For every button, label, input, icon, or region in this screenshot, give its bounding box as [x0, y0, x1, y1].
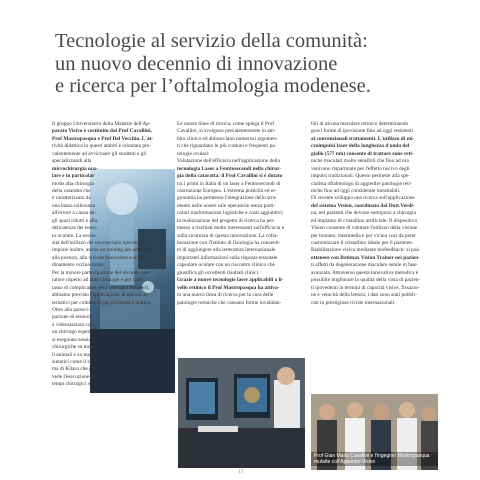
- article-title: [55, 30, 465, 98]
- body-text-line: tasso di complicanze per i chirurghi inesperti,: [52, 284, 150, 291]
- body-text-line: vede l'esecuzione di: [52, 373, 95, 380]
- body-text-line: ai convenzionali trattamenti. L'utilizzo di mi-: [311, 135, 415, 142]
- body-text-line: na, nei pazienti che devono sottoporsi a chirurgia: [311, 210, 416, 217]
- article-title-line: Tecnologie al servizio della comunità:: [55, 30, 368, 52]
- article-column-2: [177, 121, 302, 307]
- body-text-line: tempi chirurgici reali.: [52, 381, 99, 388]
- body-text-line: ti ipovedenti in termini di capacità visive, fissazio-: [311, 284, 420, 291]
- body-text-line: to oculare. La neces-: [52, 232, 97, 239]
- body-text-line: gonomia ha permesso l'integrazione dello stru-: [177, 195, 277, 202]
- body-text-line: tra i primi in Italia di un laser a Femtosecondi di: [177, 180, 281, 187]
- body-text-line: borazione con l'Istituto di fisiologia ha consenti-: [177, 240, 281, 246]
- body-text-line: sità dell'utilizzo del microscopio operatorio,: [52, 240, 147, 246]
- body-text-line: dinamento occhio-mano.: [52, 262, 106, 269]
- body-text-line: ma di Kitaro che pre-: [52, 366, 98, 373]
- body-text-line: abbiamo previsto l'applicazione di metodi al-: [52, 292, 149, 299]
- body-text-line: Prof Mastropasqua e Prof Del Vecchio. L'at-: [52, 135, 154, 142]
- body-text-line: pazione di sessioni: [52, 314, 93, 321]
- body-text-line: modo alla chirurgia: [52, 180, 94, 187]
- body-text-line: ternativi per colmare il gap tra teoria e pratica.: [52, 299, 152, 306]
- body-text-line: ottenere con Retimax Vision Trainer nei pazien-: [311, 254, 420, 261]
- body-text-line: all'errore a causa de-: [52, 210, 97, 217]
- photo-caption-line: mulatte coll'Apparato Visivo: [314, 459, 376, 465]
- body-text-line: Oltre alla parteci-: [52, 306, 90, 313]
- body-text-line: importanti informazioni sulla risposta tessutale: [177, 254, 278, 261]
- body-text-line: Le nostre linee di ricerca, come spiega il Prof: [177, 121, 275, 127]
- body-text-line: giustifica gli eccellenti risultati clinici.: [177, 269, 260, 276]
- body-text-line: Di recente sviluppo una ricerca sull'applicazione: [311, 195, 415, 202]
- body-text-line: specializzandi alla: [52, 158, 92, 165]
- body-text-line: cati in prestigiose riviste internazionali.: [311, 299, 396, 306]
- body-text-line: bito clinico ed abbracciano numerosi argomen-: [177, 135, 278, 142]
- body-text-line: chirurgiche su model-: [52, 344, 99, 351]
- body-text-line: una bassa tolleranza: [52, 202, 96, 209]
- body-text-line: delicatezza dei tessu-: [52, 225, 98, 232]
- body-text-line: alla postura, alla visione binoculare e al coor-: [52, 254, 150, 261]
- body-text-line: gli spazi ridotti e alla: [52, 217, 98, 224]
- body-text-line: tologie oculari:: [177, 150, 210, 157]
- body-text-line: vello retinico il Prof Mastropasqua ha attiva-: [177, 284, 280, 291]
- body-text-line: impone inoltre, anche un training per adattarsi: [52, 247, 151, 254]
- body-text-line: valentemente ad avvicinare gli studenti e gli: [52, 150, 147, 157]
- training-station-photo: [178, 358, 305, 468]
- body-text-line: Vision consente di valutare l'utilizzo della visione: [311, 225, 418, 232]
- article-column-1: [52, 121, 177, 389]
- body-text-line: niche maculari molto sensibili che fino ad ora: [311, 158, 409, 165]
- body-text-line: parato Visivo è costituito dal Prof Cavallini,: [52, 128, 152, 135]
- body-text-line: capsulare oculare con un riscontro clinico che: [177, 262, 275, 269]
- body-text-line: costruzione Europea. L'estrema praticità ed er-: [177, 187, 277, 194]
- body-text-line: gravi forme di ipovisione fino ad oggi resistenti: [311, 128, 413, 135]
- body-text-line: possibile migliorare la qualità della vista di pazien-: [311, 277, 421, 284]
- page-number: 17: [238, 470, 244, 475]
- body-text-line: niche fino ad oggi considerate intrattabili.: [311, 187, 401, 194]
- body-text-line: sulla sicurezza di questa innovazione. La colla-: [177, 232, 279, 239]
- article-title-line: un nuovo decennio di innovazione: [55, 52, 338, 75]
- article-title-line: e ricerca per l’oftalmologia modenese.: [55, 75, 371, 97]
- body-text-line: la realizzazione del progetto di ricerca ha per-: [177, 217, 275, 224]
- body-text-line: ed impianto di cristallino artificiale. Il dispositivo: [311, 217, 418, 224]
- body-text-line: si eseguono sessioni: [52, 336, 96, 343]
- body-text-line: sintetici come il siste-: [52, 359, 99, 365]
- photo-caption-line: Prof Gian Maria Cavallini e l'ingegner Mostropasqua: [314, 453, 430, 459]
- body-text-line: customizzare il cristallino ideale per il paziente.: [311, 240, 414, 246]
- body-text-line: avanzata. Attraverso questa innovativa metodica è: [311, 269, 419, 276]
- body-text-line: Valutazione dell'efficacia nell'applicazione della: [177, 158, 280, 165]
- body-text-line: tecnologia Laser a Femtosecondi nella chirur-: [177, 165, 282, 172]
- body-text-line: mento nelle nostre sale operatorie senza parti-: [177, 202, 276, 209]
- body-text-line: bili di alcuna maculare retinico determinando: [311, 121, 409, 127]
- body-text-line: ne e velocità della lettura; i dati sono stati pubbli-: [311, 292, 417, 299]
- body-text-line: colari trasformazioni logistiche e costi aggiuntivi;: [177, 210, 284, 217]
- body-text-line: è caratterizzata da: [52, 195, 91, 202]
- article-column-3: [311, 121, 436, 307]
- body-text-line: cialista oftalmologo di aggredire patologie reti-: [311, 180, 413, 187]
- body-text-line: patologie retiniche che causano forme invalidan-: [177, 299, 282, 306]
- body-text-line: impulsi tradizionali. Questo permette alla spe-: [311, 173, 410, 180]
- body-text-line: li animali e su modelli: [52, 351, 100, 358]
- body-text-line: ratore rispetto ad altre chirurgie e per l'alto: [52, 277, 144, 284]
- body-text-line: tività didattica in questi ambiti è orientata pre-: [52, 143, 151, 150]
- photo-caption: [311, 452, 438, 466]
- body-text-line: ti che riguardano le più comuni e frequenti pa-: [177, 143, 277, 150]
- body-text-line: giallo (577 nm) consente di trattare zone reti-: [311, 150, 414, 157]
- body-text-line: Il gruppo Universitario della Malattie dell'Ap-: [52, 121, 151, 127]
- body-text-line: Grazie a nuove tecnologie laser applicabili a li-: [177, 277, 284, 284]
- body-text-line: Cavallini, si svolgono prevalentemente in am-: [177, 128, 276, 135]
- body-text-line: ti affetti da degenerazione maculare senile in fase: [311, 262, 417, 269]
- body-text-line: to una nuova linea di ricerca per la cura delle: [177, 292, 274, 299]
- body-text-line: Per la minore partecipazione del secondo ope-: [52, 269, 151, 276]
- body-text-line: gia della cataratta: il Prof Cavallini si è dotato: [177, 173, 283, 180]
- body-text-line: microchirurgia ocu-: [52, 165, 98, 172]
- body-text-line: Riabilitazione visiva mediante biofeedback: si può: [311, 247, 420, 254]
- body-text-line: a videostazioni con: [52, 321, 94, 328]
- body-text-line: della cataratta che: [52, 187, 91, 194]
- body-text-line: venivano risparmiate per l'effetto nocivo degli: [311, 165, 410, 172]
- body-text-line: del sistema Vision, coordinato dal Dott.Verdi-: [311, 202, 415, 209]
- body-text-line: to di aggiungere alla letteratura internazionale: [177, 247, 276, 254]
- body-text-line: per lontano, intermedia e per vicino così da poter: [311, 232, 416, 239]
- body-text-line: lare e in particolar: [52, 173, 95, 180]
- body-text-line: un chirurgo esperto,: [52, 329, 95, 336]
- body-text-line: croimpulsi laser della lunghezza d'onda del: [311, 143, 410, 150]
- body-text-line: messo a rischiati molto interessanti sull'efficacia e: [177, 225, 285, 232]
